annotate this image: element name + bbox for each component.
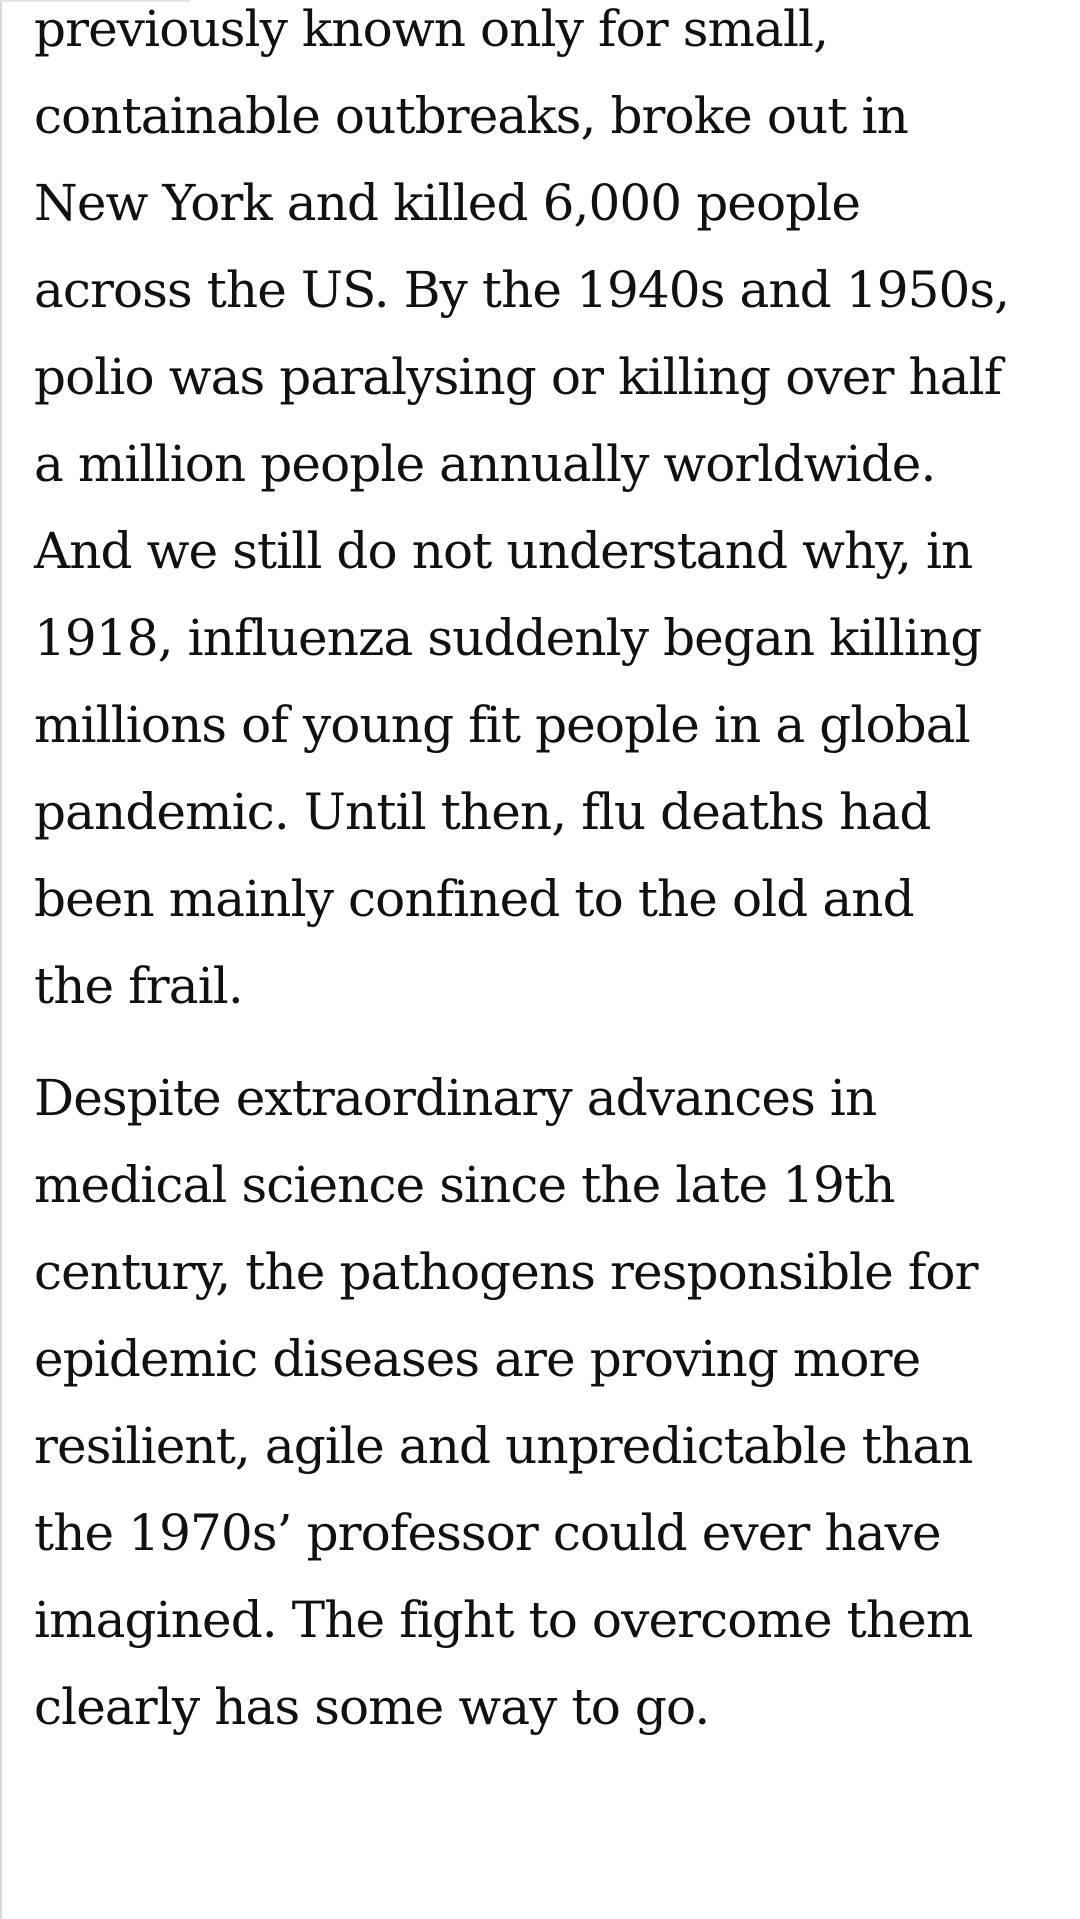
paragraph-line: imagined. The fight to overcome them [34, 1591, 973, 1649]
paragraph-line: containable outbreaks, broke out in [34, 87, 908, 145]
paragraph-line: the 1970s’ professor could ever have [34, 1504, 941, 1562]
paragraph-line: the frail. [34, 957, 243, 1015]
paragraph-line: a million people annually worldwide. [34, 435, 936, 493]
paragraph-line: previously known only for small, [34, 0, 829, 58]
paragraph-line: polio was paralysing or killing over half [34, 348, 1002, 406]
paragraph-line: been mainly confined to the old and [34, 870, 914, 928]
article-paragraph-1 [34, 0, 1064, 1030]
article-paragraph-2 [34, 1055, 1064, 1751]
paragraph-line: 1918, influenza suddenly began killing [34, 609, 982, 667]
paragraph-line: Despite extraordinary advances in [34, 1069, 877, 1127]
paragraph-line: across the US. By the 1940s and 1950s, [34, 261, 1010, 319]
paragraph-line: millions of young fit people in a global [34, 696, 970, 754]
paragraph-line: clearly has some way to go. [34, 1678, 710, 1736]
paragraph-line: resilient, agile and unpredictable than [34, 1417, 973, 1475]
paragraph-line: And we still do not understand why, in [34, 522, 973, 580]
article-body [34, 0, 1064, 1751]
paragraph-line: century, the pathogens responsible for [34, 1243, 978, 1301]
paragraph-line: epidemic diseases are proving more [34, 1330, 921, 1388]
paragraph-line: medical science since the late 19th [34, 1156, 895, 1214]
paragraph-line: pandemic. Until then, flu deaths had [34, 783, 931, 841]
left-edge-divider [0, 0, 2, 1919]
paragraph-line: New York and killed 6,000 people [34, 174, 861, 232]
